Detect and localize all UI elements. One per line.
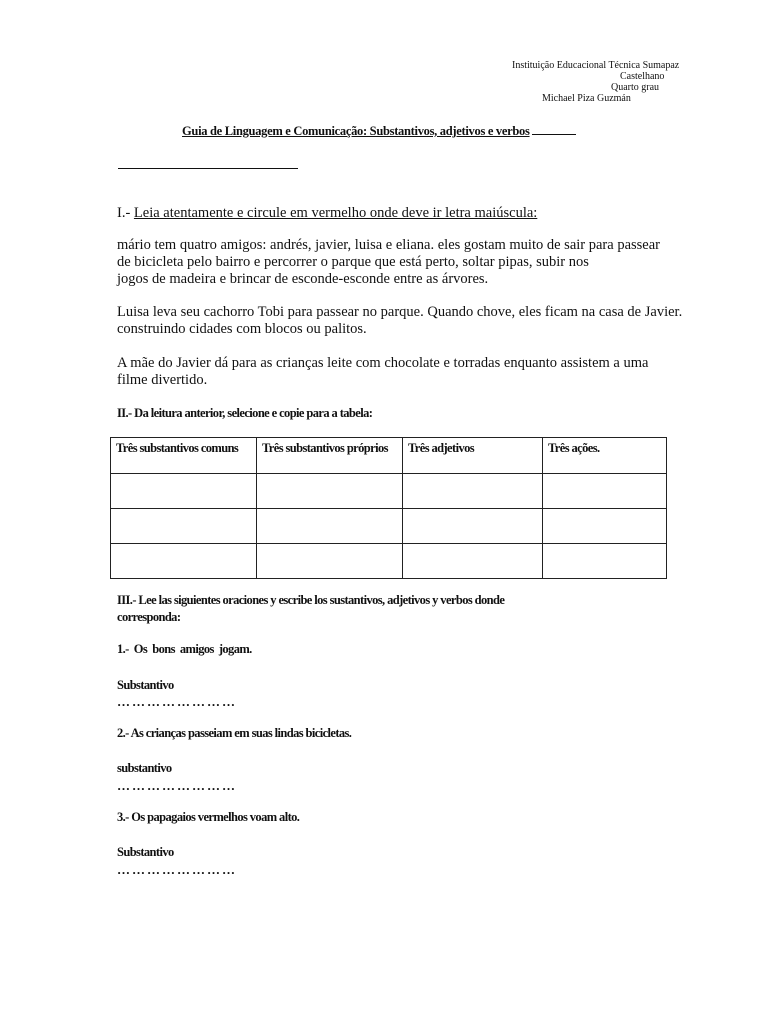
section1-paragraph2 — [117, 304, 717, 338]
table-cell[interactable] — [111, 544, 257, 579]
grade-label: Quarto grau — [611, 82, 660, 93]
column-header-proper-nouns: Três substantivos próprios — [257, 438, 403, 474]
table-row — [111, 544, 667, 579]
title-underline-tail — [532, 124, 576, 135]
section1-instruction — [117, 205, 717, 222]
exercise-3-label: Substantivo — [117, 845, 174, 859]
table-cell[interactable] — [543, 509, 667, 544]
subject-name: Castelhano — [620, 71, 665, 82]
student-name-line — [118, 168, 298, 169]
table-cell[interactable] — [403, 474, 543, 509]
column-header-actions: Três ações. — [543, 438, 667, 474]
paragraph1-line1: mário tem quatro amigos: andrés, javier, luisa e eliana. eles gostam muito de sair para passear — [117, 237, 660, 253]
title-text: Guia de Linguagem e Comunicação: Substantivos, adjetivos e verbos — [182, 124, 530, 138]
paragraph2-line2: construindo cidades com blocos ou palitos. — [117, 321, 367, 337]
paragraph1-line3: jogos de madeira e brincar de esconde-esconde entre as árvores. — [117, 271, 489, 287]
table-cell[interactable] — [257, 509, 403, 544]
paragraph2-line1: Luisa leva seu cachorro Tobi para passear no parque. Quando chove, eles ficam na casa de Javier. — [117, 304, 683, 320]
exercise-2-label: substantivo — [117, 761, 172, 775]
section3-heading — [117, 592, 717, 626]
section2-heading: II.- Da leitura anterior, selecione e copie para a tabela: — [117, 406, 373, 420]
table-cell[interactable] — [403, 544, 543, 579]
table-cell[interactable] — [257, 474, 403, 509]
section3-heading-line2: corresponda: — [117, 610, 181, 624]
exercise-3-answer-dots[interactable]: …………………… — [117, 862, 237, 877]
exercise-2-sentence: 2.- As crianças passeiam em suas lindas bicicletas. — [117, 726, 352, 740]
table-cell[interactable] — [403, 509, 543, 544]
exercise-1-label: Substantivo — [117, 678, 174, 692]
column-header-common-nouns: Três substantivos comuns — [111, 438, 257, 474]
answer-table — [110, 437, 667, 579]
exercise-1-answer-dots[interactable]: …………………… — [117, 694, 237, 709]
institution-name: Instituição Educacional Técnica Sumapaz — [512, 60, 680, 71]
section3-heading-line1: III.- Lee las siguientes oraciones y escribe los sustantivos, adjetivos y verbos donde — [117, 593, 505, 607]
table-cell[interactable] — [111, 509, 257, 544]
paragraph3-line1: A mãe do Javier dá para as crianças leite com chocolate e torradas enquanto assistem a uma — [117, 355, 649, 371]
section1-paragraph1 — [117, 237, 717, 288]
section1-paragraph3 — [117, 355, 717, 389]
paragraph1-line2: de bicicleta pelo bairro e percorrer o parque que está perto, soltar pipas, subir nos — [117, 254, 589, 270]
table-row — [111, 509, 667, 544]
worksheet-title — [182, 124, 576, 139]
section1-number: I.- — [117, 205, 131, 221]
table-cell[interactable] — [543, 474, 667, 509]
paragraph3-line2: filme divertido. — [117, 372, 208, 388]
table-header-row — [111, 438, 667, 474]
teacher-name: Michael Piza Guzmán — [542, 93, 631, 104]
exercise-1-sentence: 1.- Os bons amigos jogam. — [117, 642, 252, 656]
exercise-3-sentence: 3.- Os papagaios vermelhos voam alto. — [117, 810, 300, 824]
table-cell[interactable] — [257, 544, 403, 579]
section1-instruction-text: Leia atentamente e circule em vermelho onde deve ir letra maiúscula: — [133, 205, 538, 221]
exercise-2-answer-dots[interactable]: …………………… — [117, 778, 237, 793]
table-row — [111, 474, 667, 509]
table-cell[interactable] — [543, 544, 667, 579]
table-cell[interactable] — [111, 474, 257, 509]
column-header-adjectives: Três adjetivos — [403, 438, 543, 474]
